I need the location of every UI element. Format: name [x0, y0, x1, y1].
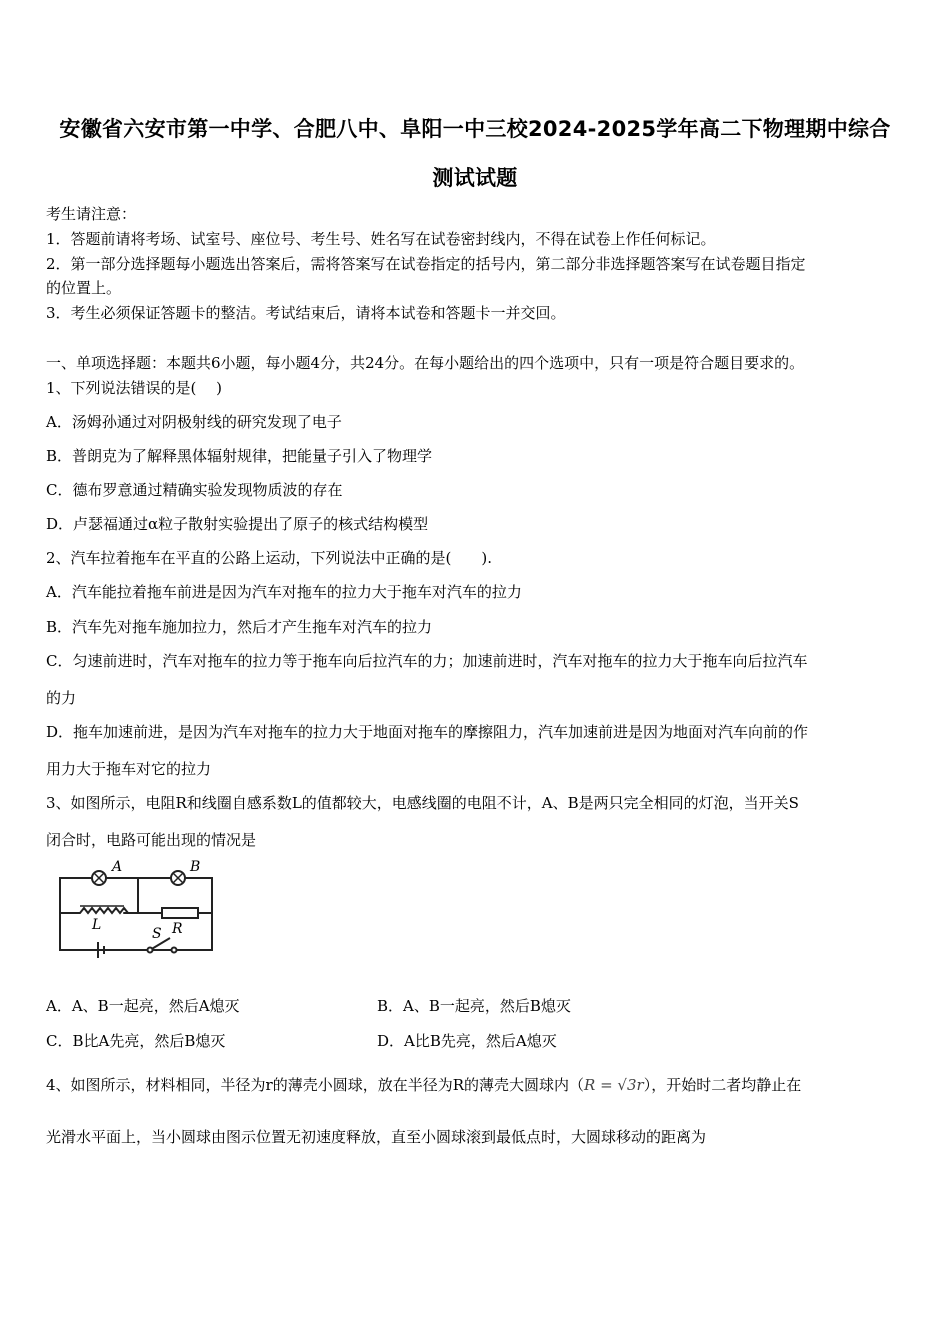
question-1-stem: 1、下列说法错误的是( )	[46, 379, 223, 397]
lamp-b-icon	[171, 871, 185, 885]
question-2-option-b: B．汽车先对拖车施加拉力，然后才产生拖车对汽车的拉力	[46, 618, 433, 636]
lamp-a-label: A	[112, 859, 123, 875]
question-3-option-c: C．B比A先亮，然后B熄灭	[46, 1032, 226, 1050]
question-4-stem-pre: 4、如图所示，材料相同，半径为r的薄壳小圆球，放在半径为R的薄壳大圆球内（	[46, 1076, 585, 1094]
question-3-option-a: A．A、B一起亮，然后A熄灭	[46, 997, 240, 1015]
question-1-option-b: B．普朗克为了解释黑体辐射规律，把能量子引入了物理学	[46, 447, 433, 465]
question-2-option-a: A．汽车能拉着拖车前进是因为汽车对拖车的拉力大于拖车对汽车的拉力	[46, 583, 522, 601]
exam-title-line1: 安徽省六安市第一中学、合肥八中、阜阳一中三校2024-2025学年高二下物理期中综合	[59, 117, 891, 141]
question-1-option-c: C．德布罗意通过精确实验发现物质波的存在	[46, 481, 343, 499]
notice-item-1: 1．答题前请将考场、试室号、座位号、考生号、姓名写在试卷密封线内，不得在试卷上作任何标记。	[46, 230, 716, 248]
question-3-option-d: D．A比B先亮，然后A熄灭	[377, 1032, 557, 1050]
lamp-b-label: B	[190, 859, 201, 875]
section-heading: 一、单项选择题：本题共6小题，每小题4分，共24分。在每小题给出的四个选项中，只有一项是符合题目要求的。	[46, 354, 805, 372]
question-2-option-d: D．拖车加速前进，是因为汽车对拖车的拉力大于地面对拖车的摩擦阻力，汽车加速前进是因为地面对汽车向前的作	[46, 723, 809, 741]
inductor-icon	[80, 908, 128, 913]
question-3-stem-cont: 闭合时，电路可能出现的情况是	[46, 831, 257, 849]
question-2-option-c: C．匀速前进时，汽车对拖车的拉力等于拖车向后拉汽车的力；加速前进时，汽车对拖车的拉力大于拖车向后拉汽车	[46, 652, 808, 670]
notice-item-2: 2．第一部分选择题每小题选出答案后，需将答案写在试卷指定的括号内，第二部分非选择题答案写在试卷题目指定	[46, 255, 806, 273]
resistor-label: R	[172, 921, 183, 937]
question-1-option-a: A．汤姆孙通过对阴极射线的研究发现了电子	[46, 413, 342, 431]
notice-item-3: 3．考生必须保证答题卡的整洁。考试结束后，请将本试卷和答题卡一并交回。	[46, 304, 566, 322]
circuit-diagram	[52, 858, 222, 963]
question-3-stem: 3、如图所示，电阻R和线圈自感系数L的值都较大，电感线圈的电阻不计，A、B是两只完全相同的灯泡，当开关S	[46, 794, 799, 812]
question-2-option-d-cont: 用力大于拖车对它的拉力	[46, 760, 212, 778]
resistor-icon	[162, 908, 198, 918]
question-2-stem: 2、汽车拉着拖车在平直的公路上运动，下列说法中正确的是( ).	[46, 549, 493, 567]
question-4-stem	[46, 1074, 906, 1095]
question-3-option-b: B．A、B一起亮，然后B熄灭	[377, 997, 571, 1015]
notice-heading: 考生请注意：	[46, 205, 137, 223]
inductor-label: L	[92, 917, 102, 933]
question-1-option-d: D．卢瑟福通过α粒子散射实验提出了原子的核式结构模型	[46, 515, 429, 533]
question-4-stem-post: ），开始时二者均静止在	[643, 1076, 802, 1094]
exam-title-line2: 测试试题	[432, 166, 518, 190]
formula-r-equals-root3-r: R = √3r	[584, 1076, 644, 1094]
question-4-stem-cont: 光滑水平面上，当小圆球由图示位置无初速度释放，直至小圆球滚到最低点时，大圆球移动的距离为	[46, 1128, 707, 1146]
question-2-option-c-cont: 的力	[46, 689, 77, 707]
notice-item-2-cont: 的位置上。	[46, 279, 122, 297]
switch-label: S	[152, 926, 162, 942]
lamp-a-icon	[92, 871, 106, 885]
